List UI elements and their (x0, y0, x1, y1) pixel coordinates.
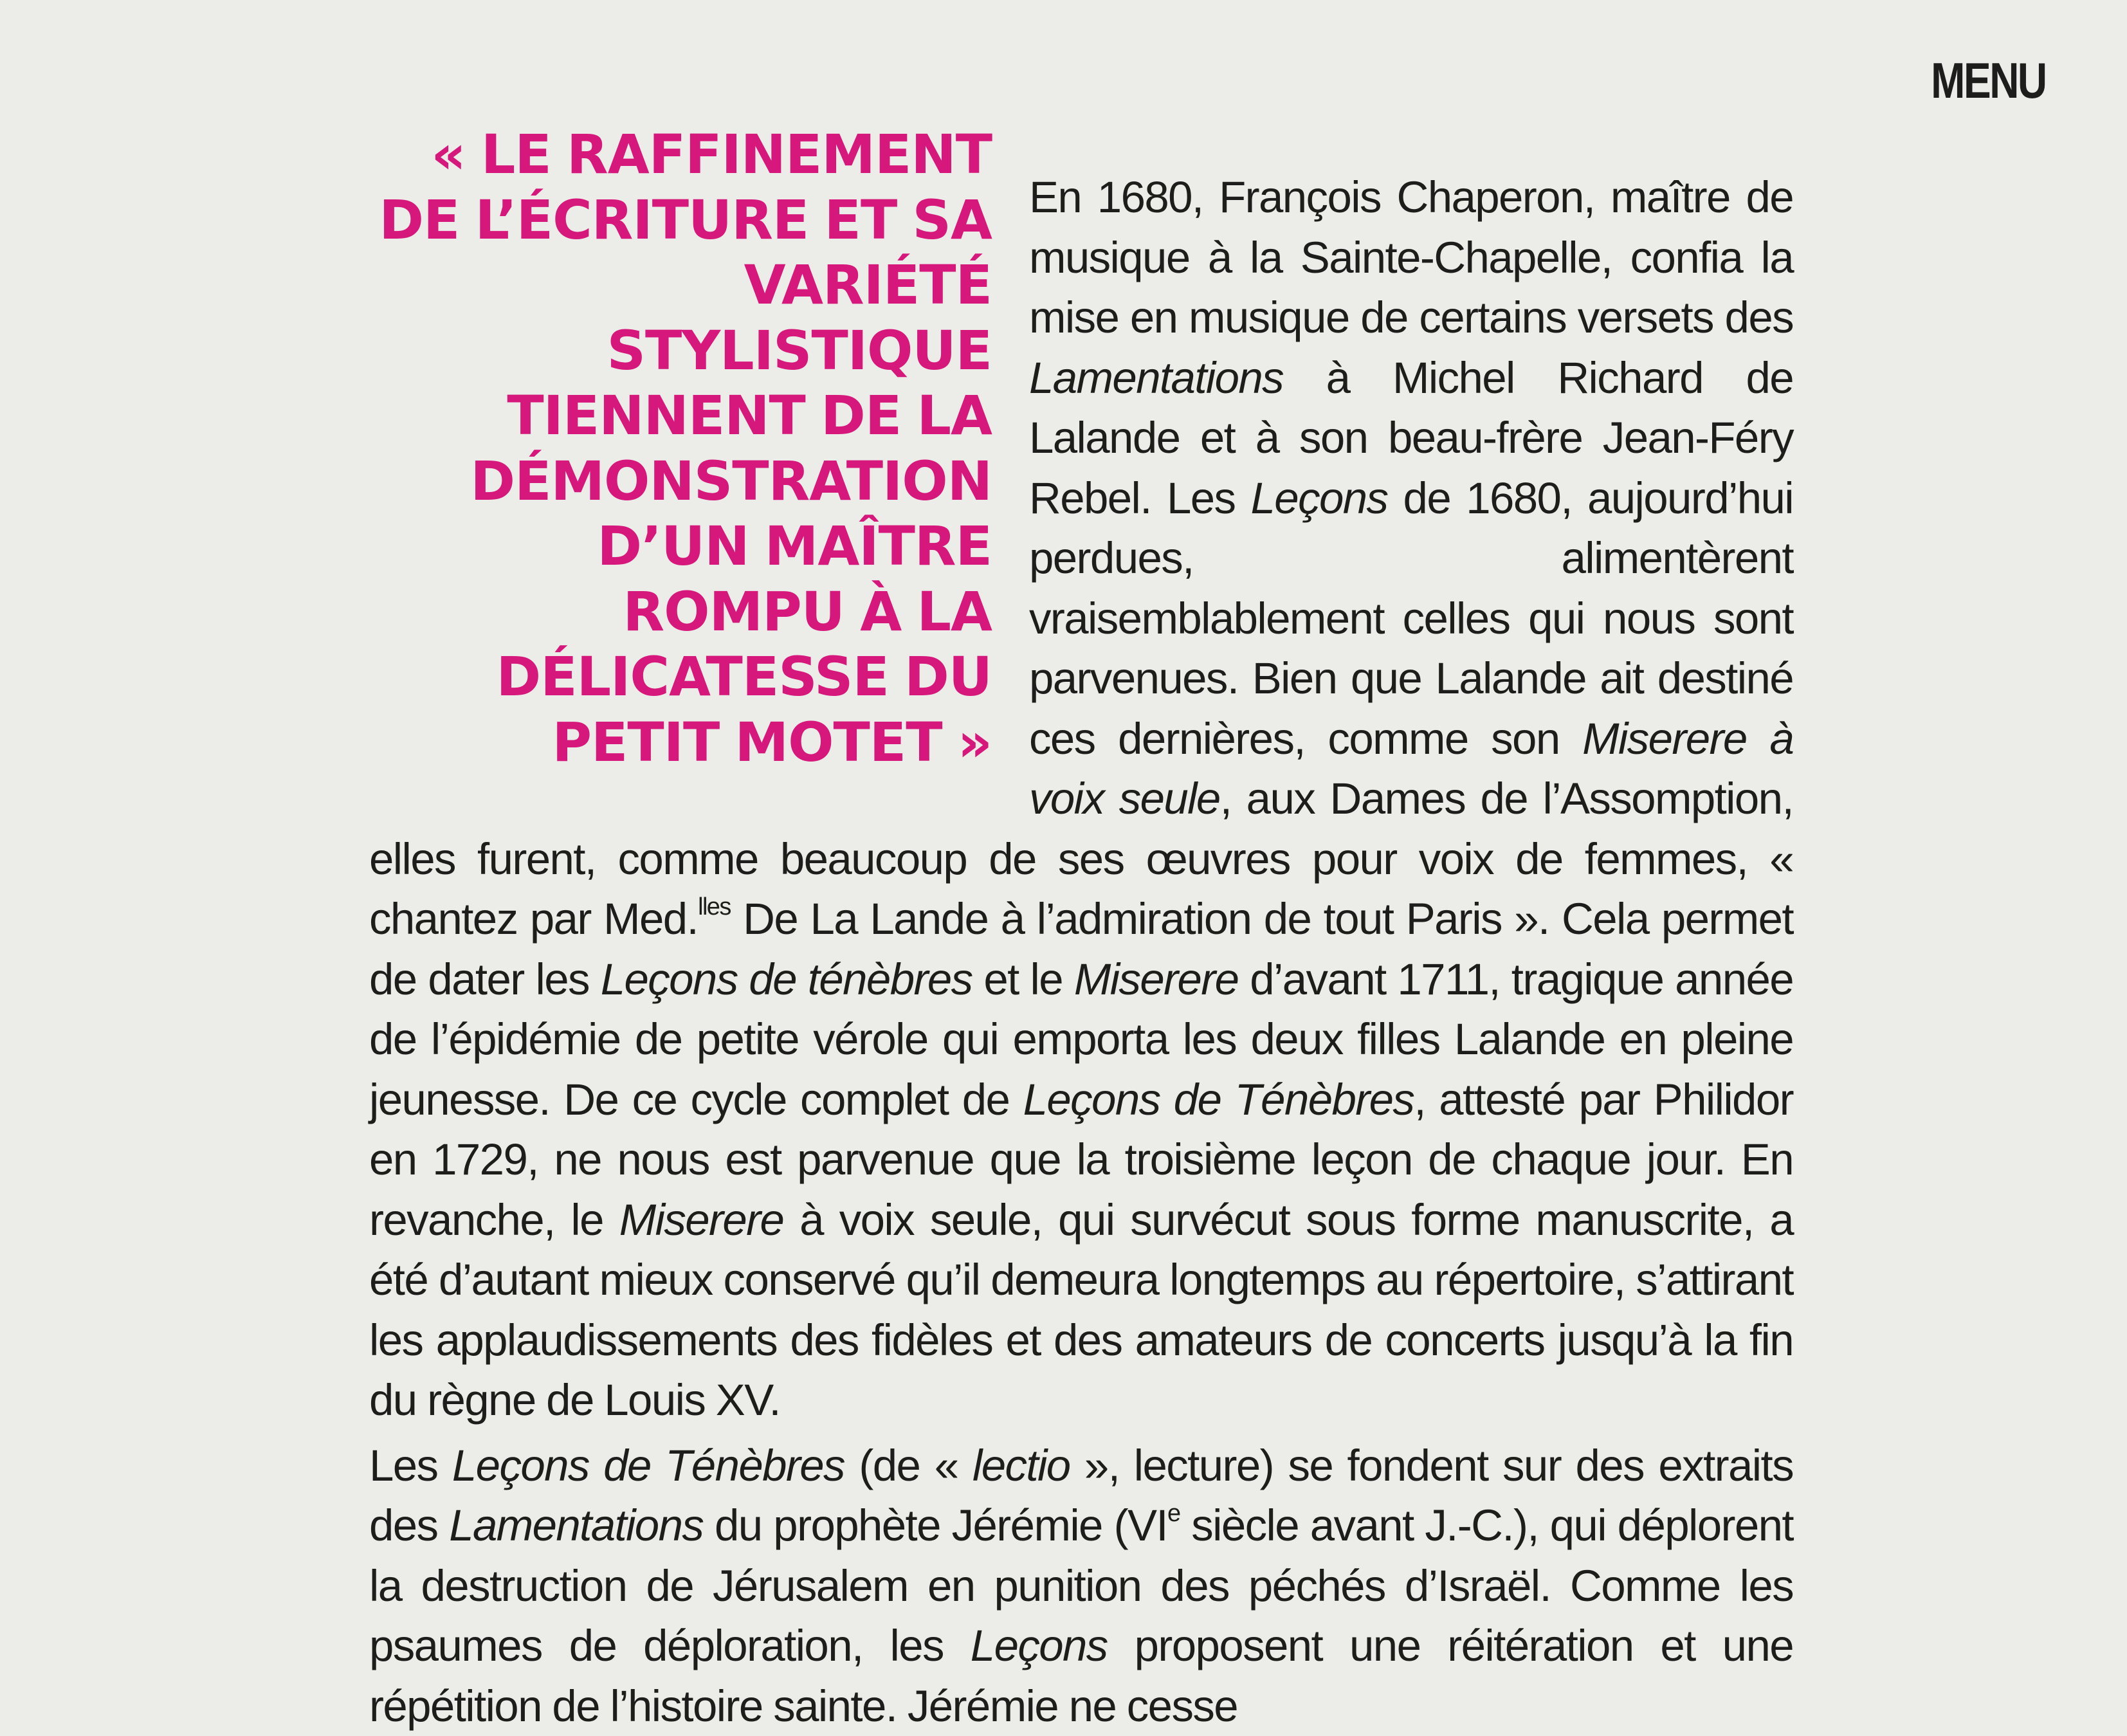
paragraph-2 (369, 1436, 1793, 1736)
text-run: d’avant 1711, tragique année de l’épidémie de petite vérole qui emporta les deux filles Lalande en pleine jeunesse. De ce cycle complet de (369, 955, 1793, 1124)
superscript: e (1167, 1500, 1180, 1527)
italic-title: Lamentations (449, 1501, 703, 1550)
pull-quote: « LE RAFFINEMENT DE L’ÉCRITURE ET SA VARIÉTÉ STYLISTIQUE TIENNENT DE LA DÉMONSTRATION D’UN MAÎTRE ROMPU À LA DÉLICATESSE DU PETIT MOTET » (369, 122, 992, 775)
italic-title: Miserere à voix seule (1029, 714, 1793, 824)
text-run: de 1680, aujourd’hui perdues, alimentèrent vraisemblablement celles qui nous sont parvenues. Bien que Lalande ait destiné ces dernières, comme son (1029, 473, 1793, 763)
text-run: à voix seule, qui survécut sous forme manuscrite, a été d’autant mieux conservé qu’il demeura longtemps au répertoire, s’attirant les applaudissements des fidèles et des amateurs de concerts jusqu’à la fin du règne de Louis XV. (369, 1195, 1793, 1425)
text-run: proposent une réitération et une répétition de l’histoire sainte. Jérémie ne cesse (369, 1621, 1793, 1731)
text-run: du prophète Jérémie (VI (703, 1501, 1167, 1550)
italic-title: Leçons de Ténèbres (1023, 1075, 1414, 1124)
italic-title: Miserere (619, 1195, 784, 1245)
text-run: (de « (844, 1441, 972, 1490)
article (369, 122, 1793, 1736)
text-run: et le (972, 955, 1074, 1004)
italic-title: Leçons (1251, 473, 1388, 523)
text-run: De La Lande à l’admiration de tout Paris ». Cela permet de dater les (369, 894, 1793, 1004)
italic-title: Leçons de ténèbres (601, 955, 972, 1004)
text-run: , attesté par Philidor en 1729, ne nous est parvenue que la troisième leçon de chaque jour. En revanche, le (369, 1075, 1793, 1245)
text-run: », lecture) se fondent sur des extraits des (369, 1441, 1793, 1551)
superscript: lles (698, 893, 731, 920)
text-run: , aux Dames de l’Assomption, elles furent, comme beaucoup de ses œuvres pour voix de femmes, « chantez par Med. (369, 774, 1793, 944)
text-run: Les (369, 1441, 452, 1490)
text-run: siècle avant J.-C.), qui déplorent la destruction de Jérusalem en punition des péchés d’Israël. Comme les psaumes de déploration, les (369, 1501, 1793, 1670)
italic-title: Lamentations (1029, 353, 1283, 403)
italic-title: Leçons (971, 1621, 1108, 1670)
text-run: à Michel Richard de Lalande et à son beau-frère Jean-Féry Rebel. Les (1029, 353, 1793, 523)
italic-term: lectio (972, 1441, 1070, 1490)
text-run: En 1680, François Chaperon, maître de musique à la Sainte-Chapelle, confia la mise en musique de certains versets des (1029, 172, 1793, 342)
menu-button[interactable]: MENU (1931, 55, 2046, 105)
italic-title: Leçons de Ténèbres (452, 1441, 844, 1490)
italic-title: Miserere (1074, 955, 1239, 1004)
